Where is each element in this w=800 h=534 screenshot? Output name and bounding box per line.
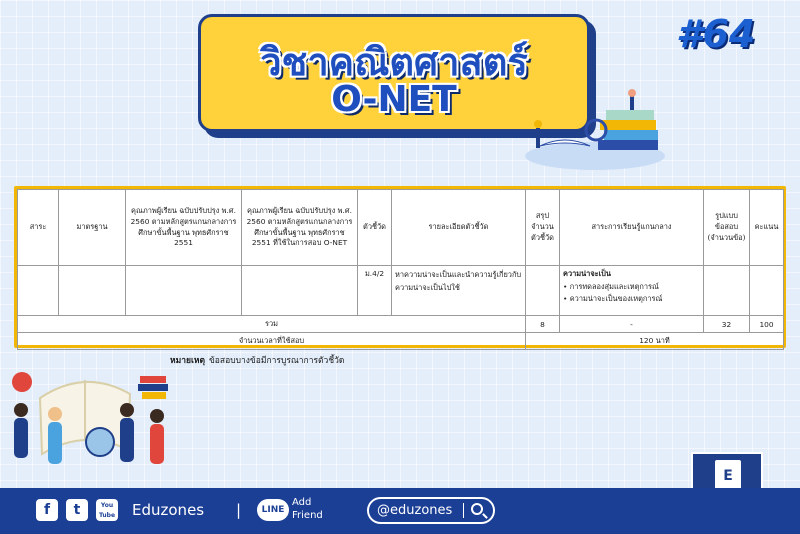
episode-number: #64 [676, 12, 756, 56]
page-subtitle: O-NET [331, 79, 457, 120]
line-icon[interactable]: LINE [257, 499, 289, 521]
footer-bar [0, 488, 800, 534]
footer-separator: | [236, 501, 242, 519]
cell-indicator-detail: หาความน่าจะเป็นและนำความรู้เกี่ยวกับความน่าจะเป็นไปใช้ [392, 266, 526, 316]
cell-summary-count [526, 266, 560, 316]
header-test-format: รูปแบบข้อสอบ (จำนวนข้อ) [704, 190, 750, 266]
cell-core-content [560, 266, 704, 316]
exam-table-container [14, 186, 786, 348]
header-quality-onet: คุณภาพผู้เรียน ฉบับปรับปรุง พ.ศ. 2560 ตามหลักสูตรแกนกลางการศึกษาขั้นพื้นฐาน พุทธศักราช 2551 ที่ใช้ในการสอบ O-NET [242, 190, 358, 266]
search-icon[interactable] [471, 503, 483, 515]
cell-quality-onet [242, 266, 358, 316]
books-illustration-icon [520, 86, 670, 172]
cell-strand [18, 266, 59, 316]
total-questions: 32 [704, 316, 750, 333]
time-label: จำนวนเวลาที่ใช้สอบ [18, 333, 526, 350]
header-score: คะแนน [750, 190, 784, 266]
add-friend-line1: Add [292, 497, 312, 508]
footnote-text: ข้อสอบบางข้อมีการบูรณาการตัวชี้วัด [209, 356, 345, 366]
list-item: • การทดลองสุ่มและเหตุการณ์ [563, 281, 659, 291]
twitter-icon[interactable]: t [66, 499, 88, 521]
table-time-row [18, 333, 784, 350]
header-core-content: สาระการเรียนรู้แกนกลาง [560, 190, 704, 266]
time-value: 120 นาที [526, 333, 784, 350]
footnote-label: หมายเหตุ [170, 356, 205, 366]
logo-mark: E [715, 460, 741, 492]
list-item: • ความน่าจะเป็นของเหตุการณ์ [563, 294, 663, 304]
search-handle-field[interactable] [367, 497, 495, 524]
search-handle-text: @eduzones [377, 503, 453, 518]
cell-quality-2560 [126, 266, 242, 316]
add-friend-link[interactable] [292, 496, 323, 522]
table-total-row [18, 316, 784, 333]
cell-standard [59, 266, 126, 316]
header-standard: มาตรฐาน [59, 190, 126, 266]
header-indicator: ตัวชี้วัด [358, 190, 392, 266]
cell-indicator-code: ม.4/2 [358, 266, 392, 316]
exam-structure-table [17, 189, 784, 350]
core-content-title: ความน่าจะเป็น [563, 269, 611, 278]
search-divider [463, 503, 464, 518]
page-title: วิชาคณิตศาสตร์ [260, 40, 528, 84]
add-friend-line2: Friend [292, 510, 323, 521]
facebook-icon[interactable]: f [36, 499, 58, 521]
table-row [18, 266, 784, 316]
table-header-row [18, 190, 784, 266]
total-core: - [560, 316, 704, 333]
total-score: 100 [750, 316, 784, 333]
header-strand: สาระ [18, 190, 59, 266]
total-count: 8 [526, 316, 560, 333]
cell-test-format [704, 266, 750, 316]
footer-brand-name: Eduzones [132, 501, 205, 519]
students-illustration-icon [0, 358, 200, 498]
header-indicator-detail: รายละเอียดตัวชี้วัด [392, 190, 526, 266]
youtube-icon[interactable]: You Tube [96, 499, 118, 521]
header-summary-count: สรุปจำนวนตัวชี้วัด [526, 190, 560, 266]
header-quality-2560: คุณภาพผู้เรียน ฉบับปรับปรุง พ.ศ. 2560 ตามหลักสูตรแกนกลางการศึกษาขั้นพื้นฐาน พุทธศักราช 2551 [126, 190, 242, 266]
cell-score [750, 266, 784, 316]
total-label: รวม [18, 316, 526, 333]
